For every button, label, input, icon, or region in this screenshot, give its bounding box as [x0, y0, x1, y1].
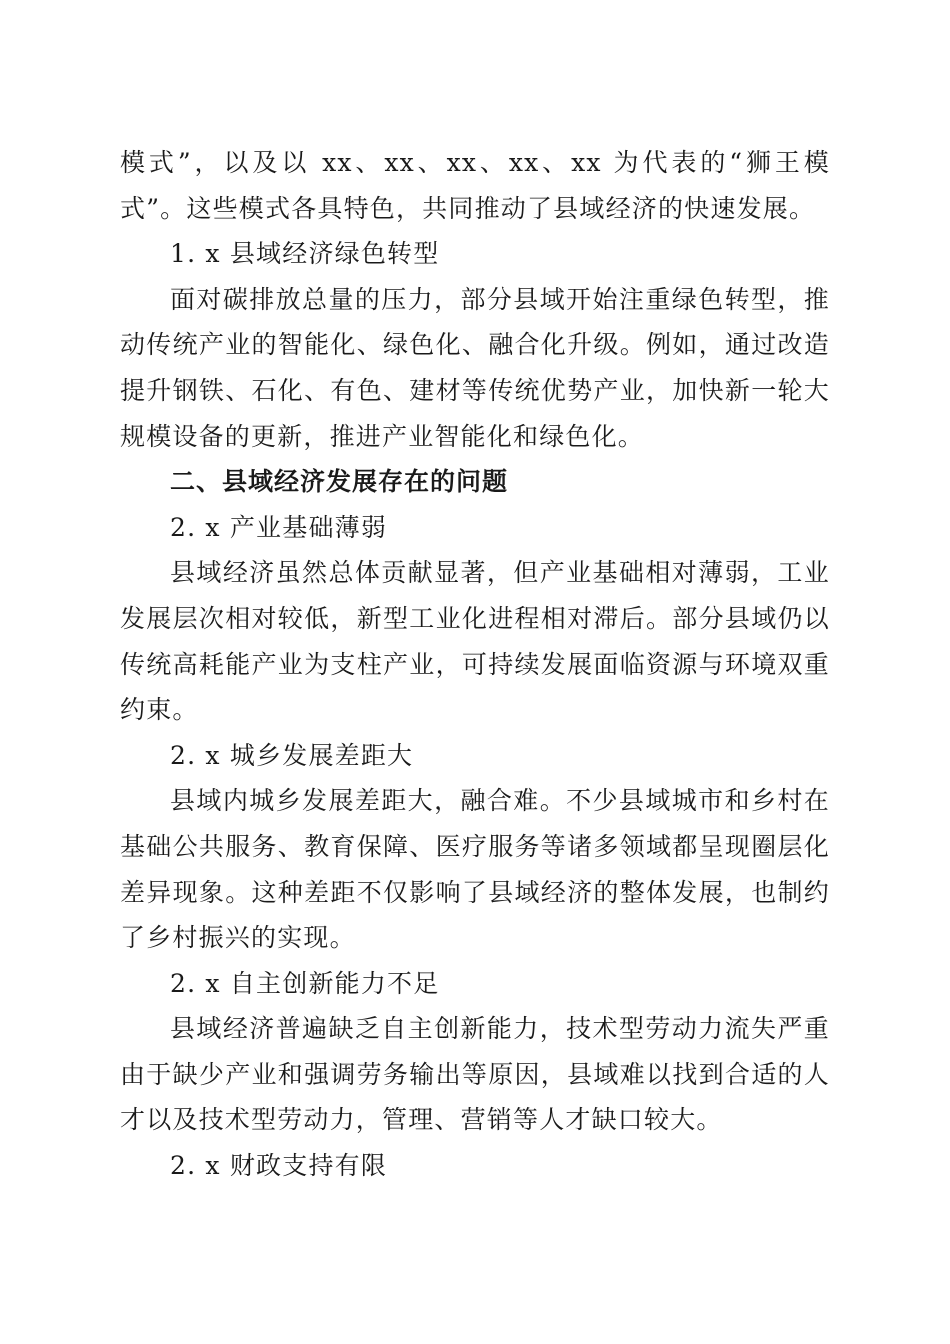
- subheading-weak-industry: 2. x 产业基础薄弱: [170, 512, 388, 542]
- paragraph-urban-rural-gap: 县域内城乡发展差距大，融合难。不少县域城市和乡村在基础公共服务、教育保障、医疗服务等诸多领域都呈现圈层化差异现象。这种差距不仅影响了县域经济的整体发展，也制约了乡村振兴的实现。: [120, 786, 830, 953]
- subheading-fiscal-support: 2. x 财政支持有限: [170, 1151, 388, 1181]
- subheading-urban-rural-gap: 2. x 城乡发展差距大: [170, 740, 414, 770]
- section-heading-problems: 二、县域经济发展存在的问题: [170, 467, 509, 497]
- document-body: [120, 140, 830, 1189]
- paragraph-green-transition: 面对碳排放总量的压力，部分县域开始注重绿色转型，推动传统产业的智能化、绿色化、融合化升级。例如，通过改造提升钢铁、石化、有色、建材等传统优势产业，加快新一轮大规模设备的更新，推进产业智能化和绿色化。: [120, 284, 830, 451]
- paragraph-models-summary: 模式”，以及以 xx、xx、xx、xx、xx 为代表的“狮王模式”。这些模式各具特色，共同推动了县域经济的快速发展。: [120, 148, 830, 223]
- paragraph-weak-industry: 县域经济虽然总体贡献显著，但产业基础相对薄弱，工业发展层次相对较低，新型工业化进程相对滞后。部分县域仍以传统高耗能产业为支柱产业，可持续发展面临资源与环境双重约束。: [120, 558, 830, 725]
- subheading-green-transition: 1. x 县域经济绿色转型: [170, 239, 440, 269]
- paragraph-innovation: 县域经济普遍缺乏自主创新能力，技术型劳动力流失严重由于缺少产业和强调劳务输出等原因，县域难以找到合适的人才以及技术型劳动力，管理、营销等人才缺口较大。: [120, 1014, 830, 1135]
- subheading-innovation: 2. x 自主创新能力不足: [170, 968, 440, 998]
